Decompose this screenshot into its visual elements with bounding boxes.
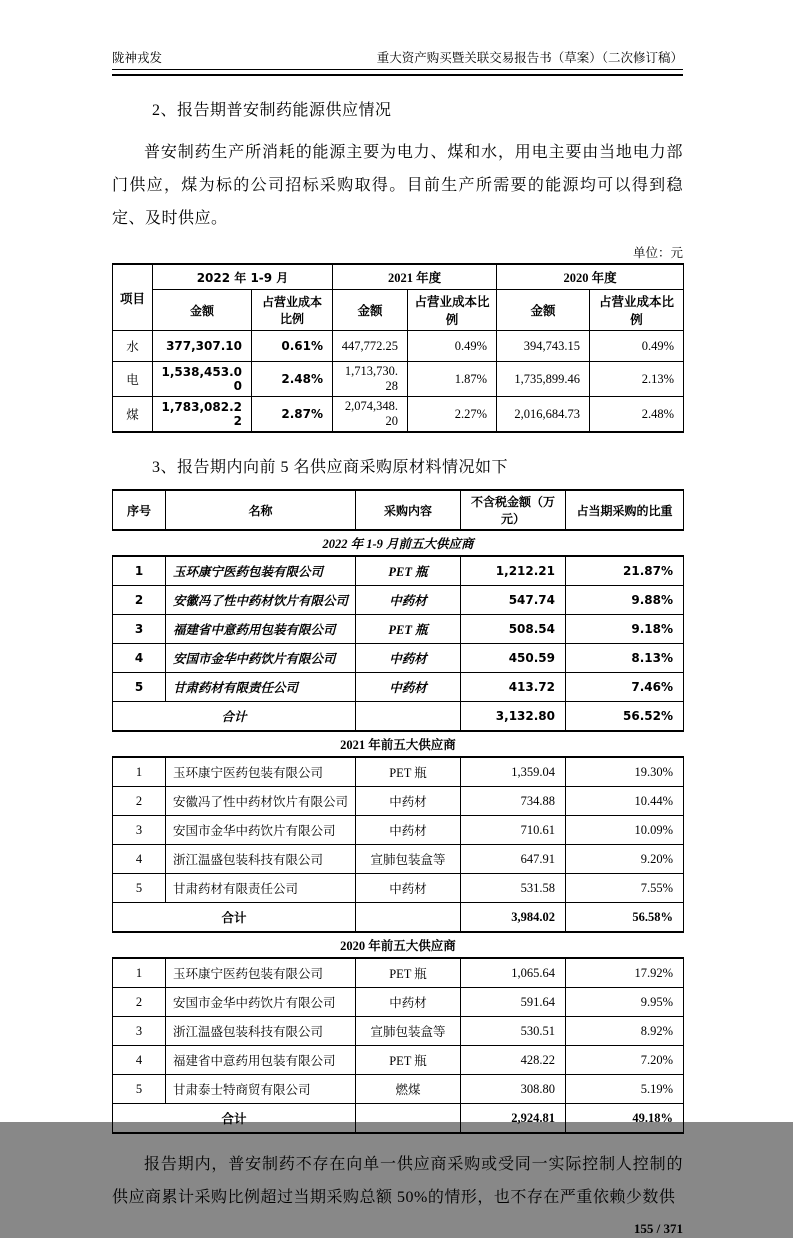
supplier-index: 2 bbox=[113, 586, 166, 615]
purchase-content: 中药材 bbox=[356, 874, 461, 903]
table-header-row bbox=[113, 490, 684, 530]
purchase-content: 中药材 bbox=[356, 586, 461, 615]
table-row bbox=[113, 845, 684, 874]
ratio-2020: 2.48% bbox=[590, 397, 684, 433]
col-header-amount: 不含税金额（万元） bbox=[461, 490, 566, 530]
amount-excl-tax: 450.59 bbox=[461, 644, 566, 673]
amount-excl-tax: 734.88 bbox=[461, 787, 566, 816]
section-title-row-2022 bbox=[113, 530, 684, 556]
total-row-2021 bbox=[113, 903, 684, 933]
total-label: 合计 bbox=[113, 702, 356, 732]
purchase-content: 中药材 bbox=[356, 787, 461, 816]
page-header bbox=[112, 50, 683, 67]
amount-excl-tax: 1,359.04 bbox=[461, 757, 566, 787]
purchase-content: PET 瓶 bbox=[356, 615, 461, 644]
col-header-content: 采购内容 bbox=[356, 490, 461, 530]
supplier-index: 3 bbox=[113, 615, 166, 644]
table-row bbox=[113, 988, 684, 1017]
supplier-index: 2 bbox=[113, 988, 166, 1017]
amount-excl-tax: 413.72 bbox=[461, 673, 566, 702]
purchase-ratio: 7.20% bbox=[566, 1046, 684, 1075]
section-title-2022: 2022 年 1-9 月前五大供应商 bbox=[113, 530, 684, 556]
table-row bbox=[113, 1075, 684, 1104]
amount-excl-tax: 647.91 bbox=[461, 845, 566, 874]
amount-2020: 394,743.15 bbox=[497, 331, 590, 362]
ratio-2020: 2.13% bbox=[590, 362, 684, 397]
energy-supply-paragraph: 普安制药生产所消耗的能源主要为电力、煤和水，用电主要由当地电力部门供应，煤为标的公司招标采购取得。目前生产所需要的能源均可以得到稳定、及时供应。 bbox=[112, 144, 683, 227]
amount-2021: 2,074,348.20 bbox=[333, 397, 408, 433]
table-row bbox=[113, 757, 684, 787]
purchase-content: 中药材 bbox=[356, 988, 461, 1017]
purchase-content: 中药材 bbox=[356, 673, 461, 702]
purchase-ratio: 9.20% bbox=[566, 845, 684, 874]
supplier-index: 1 bbox=[113, 757, 166, 787]
supplier-name: 甘肃泰士特商贸有限公司 bbox=[166, 1075, 356, 1104]
total-label: 合计 bbox=[113, 1104, 356, 1134]
table-row bbox=[113, 644, 684, 673]
ratio-2021: 0.49% bbox=[408, 331, 497, 362]
supplier-index: 5 bbox=[113, 1075, 166, 1104]
section-title-row-2020 bbox=[113, 932, 684, 958]
purchase-content: 中药材 bbox=[356, 816, 461, 845]
table-row bbox=[113, 874, 684, 903]
total-row-2022 bbox=[113, 702, 684, 732]
amount-2022: 377,307.10 bbox=[153, 331, 252, 362]
table-row-coal bbox=[113, 397, 684, 433]
supplier-index: 4 bbox=[113, 644, 166, 673]
purchase-content: 燃煤 bbox=[356, 1075, 461, 1104]
supplier-index: 4 bbox=[113, 845, 166, 874]
purchase-content: 中药材 bbox=[356, 644, 461, 673]
col-header-ratio-2021: 占营业成本比例 bbox=[408, 290, 497, 331]
amount-2020: 2,016,684.73 bbox=[497, 397, 590, 433]
col-group-2020: 2020 年度 bbox=[497, 264, 684, 290]
supplier-name: 浙江温盛包装科技有限公司 bbox=[166, 845, 356, 874]
supplier-name: 玉环康宁医药包装有限公司 bbox=[166, 958, 356, 988]
amount-2022: 1,783,082.22 bbox=[153, 397, 252, 433]
supplier-name: 安徽冯了性中药材饮片有限公司 bbox=[166, 586, 356, 615]
purchase-ratio: 10.09% bbox=[566, 816, 684, 845]
total-ratio: 56.58% bbox=[566, 903, 684, 933]
total-content bbox=[356, 1104, 461, 1134]
table-row-water bbox=[113, 331, 684, 362]
energy-cost-table bbox=[112, 263, 684, 433]
supplier-index: 3 bbox=[113, 816, 166, 845]
ratio-2022: 2.48% bbox=[252, 362, 333, 397]
item-name: 煤 bbox=[113, 397, 153, 433]
supplier-index: 1 bbox=[113, 556, 166, 586]
col-group-2021: 2021 年度 bbox=[333, 264, 497, 290]
supplier-name: 玉环康宁医药包装有限公司 bbox=[166, 556, 356, 586]
purchase-ratio: 8.13% bbox=[566, 644, 684, 673]
ratio-2022: 2.87% bbox=[252, 397, 333, 433]
supplier-index: 2 bbox=[113, 787, 166, 816]
header-left-text: 陇神戎发 bbox=[112, 51, 163, 65]
purchase-ratio: 21.87% bbox=[566, 556, 684, 586]
amount-excl-tax: 1,212.21 bbox=[461, 556, 566, 586]
item-name: 水 bbox=[113, 331, 153, 362]
section-3-heading: 3、报告期内向前 5 名供应商采购原材料情况如下 bbox=[152, 459, 509, 476]
amount-excl-tax: 428.22 bbox=[461, 1046, 566, 1075]
amount-excl-tax: 531.58 bbox=[461, 874, 566, 903]
total-row-2020 bbox=[113, 1104, 684, 1134]
section-2-heading: 2、报告期普安制药能源供应情况 bbox=[152, 102, 392, 119]
supplier-index: 5 bbox=[113, 673, 166, 702]
purchase-ratio: 7.46% bbox=[566, 673, 684, 702]
col-header-amount-2020: 金额 bbox=[497, 290, 590, 331]
closing-paragraph: 报告期内，普安制药不存在向单一供应商采购或受同一实际控制人控制的供应商累计采购比例超过当期采购总额 50%的情形，也不存在严重依赖少数供 bbox=[112, 1156, 683, 1206]
section-title-row-2021 bbox=[113, 731, 684, 757]
item-name: 电 bbox=[113, 362, 153, 397]
ratio-2022: 0.61% bbox=[252, 331, 333, 362]
supplier-name: 浙江温盛包装科技有限公司 bbox=[166, 1017, 356, 1046]
total-amount: 3,984.02 bbox=[461, 903, 566, 933]
purchase-ratio: 9.95% bbox=[566, 988, 684, 1017]
col-header-amount-2021: 金额 bbox=[333, 290, 408, 331]
purchase-ratio: 19.30% bbox=[566, 757, 684, 787]
col-group-2022: 2022 年 1-9 月 bbox=[153, 264, 333, 290]
supplier-name: 安国市金华中药饮片有限公司 bbox=[166, 644, 356, 673]
supplier-index: 3 bbox=[113, 1017, 166, 1046]
supplier-index: 1 bbox=[113, 958, 166, 988]
supplier-index: 4 bbox=[113, 1046, 166, 1075]
purchase-ratio: 9.88% bbox=[566, 586, 684, 615]
supplier-name: 甘肃药材有限责任公司 bbox=[166, 874, 356, 903]
ratio-2021: 2.27% bbox=[408, 397, 497, 433]
table-row bbox=[113, 816, 684, 845]
purchase-ratio: 9.18% bbox=[566, 615, 684, 644]
purchase-ratio: 5.19% bbox=[566, 1075, 684, 1104]
section-title-2020: 2020 年前五大供应商 bbox=[113, 932, 684, 958]
amount-2021: 447,772.25 bbox=[333, 331, 408, 362]
header-right-text: 重大资产购买暨关联交易报告书（草案）（二次修订稿） bbox=[376, 51, 683, 65]
supplier-name: 安国市金华中药饮片有限公司 bbox=[166, 988, 356, 1017]
amount-excl-tax: 530.51 bbox=[461, 1017, 566, 1046]
supplier-index: 5 bbox=[113, 874, 166, 903]
col-header-item: 项目 bbox=[113, 264, 153, 331]
table-row bbox=[113, 787, 684, 816]
purchase-ratio: 7.55% bbox=[566, 874, 684, 903]
total-content bbox=[356, 702, 461, 732]
table-row bbox=[113, 615, 684, 644]
table-row bbox=[113, 556, 684, 586]
amount-excl-tax: 547.74 bbox=[461, 586, 566, 615]
table-row bbox=[113, 1017, 684, 1046]
supplier-name: 玉环康宁医药包装有限公司 bbox=[166, 757, 356, 787]
amount-excl-tax: 508.54 bbox=[461, 615, 566, 644]
purchase-ratio: 10.44% bbox=[566, 787, 684, 816]
table-row bbox=[113, 586, 684, 615]
purchase-ratio: 8.92% bbox=[566, 1017, 684, 1046]
ratio-2021: 1.87% bbox=[408, 362, 497, 397]
page-number: 155 / 371 bbox=[633, 1221, 683, 1236]
total-ratio: 49.18% bbox=[566, 1104, 684, 1134]
table-row-electricity bbox=[113, 362, 684, 397]
purchase-content: 宣肺包装盒等 bbox=[356, 1017, 461, 1046]
amount-excl-tax: 308.80 bbox=[461, 1075, 566, 1104]
amount-2020: 1,735,899.46 bbox=[497, 362, 590, 397]
table-row bbox=[113, 958, 684, 988]
total-amount: 3,132.80 bbox=[461, 702, 566, 732]
amount-2022: 1,538,453.00 bbox=[153, 362, 252, 397]
amount-excl-tax: 1,065.64 bbox=[461, 958, 566, 988]
supplier-table bbox=[112, 489, 684, 1134]
supplier-name: 福建省中意药用包装有限公司 bbox=[166, 1046, 356, 1075]
purchase-content: PET 瓶 bbox=[356, 958, 461, 988]
purchase-content: PET 瓶 bbox=[356, 556, 461, 586]
col-header-ratio-2022: 占营业成本比例 bbox=[252, 290, 333, 331]
purchase-content: 宣肺包装盒等 bbox=[356, 845, 461, 874]
amount-2021: 1,713,730.28 bbox=[333, 362, 408, 397]
table-row bbox=[113, 673, 684, 702]
purchase-content: PET 瓶 bbox=[356, 1046, 461, 1075]
header-rule bbox=[112, 69, 683, 76]
section-title-2021: 2021 年前五大供应商 bbox=[113, 731, 684, 757]
supplier-name: 甘肃药材有限责任公司 bbox=[166, 673, 356, 702]
total-amount: 2,924.81 bbox=[461, 1104, 566, 1134]
table-row bbox=[113, 1046, 684, 1075]
supplier-name: 安国市金华中药饮片有限公司 bbox=[166, 816, 356, 845]
col-header-ratio-2020: 占营业成本比例 bbox=[590, 290, 684, 331]
amount-excl-tax: 710.61 bbox=[461, 816, 566, 845]
col-header-name: 名称 bbox=[166, 490, 356, 530]
total-ratio: 56.52% bbox=[566, 702, 684, 732]
col-header-index: 序号 bbox=[113, 490, 166, 530]
supplier-name: 福建省中意药用包装有限公司 bbox=[166, 615, 356, 644]
purchase-ratio: 17.92% bbox=[566, 958, 684, 988]
col-header-ratio: 占当期采购的比重 bbox=[566, 490, 684, 530]
unit-label: 单位：元 bbox=[632, 246, 683, 260]
amount-excl-tax: 591.64 bbox=[461, 988, 566, 1017]
table-row bbox=[113, 290, 684, 331]
table-row bbox=[113, 264, 684, 290]
purchase-content: PET 瓶 bbox=[356, 757, 461, 787]
total-content bbox=[356, 903, 461, 933]
supplier-name: 安徽冯了性中药材饮片有限公司 bbox=[166, 787, 356, 816]
ratio-2020: 0.49% bbox=[590, 331, 684, 362]
total-label: 合计 bbox=[113, 903, 356, 933]
col-header-amount-2022: 金额 bbox=[153, 290, 252, 331]
